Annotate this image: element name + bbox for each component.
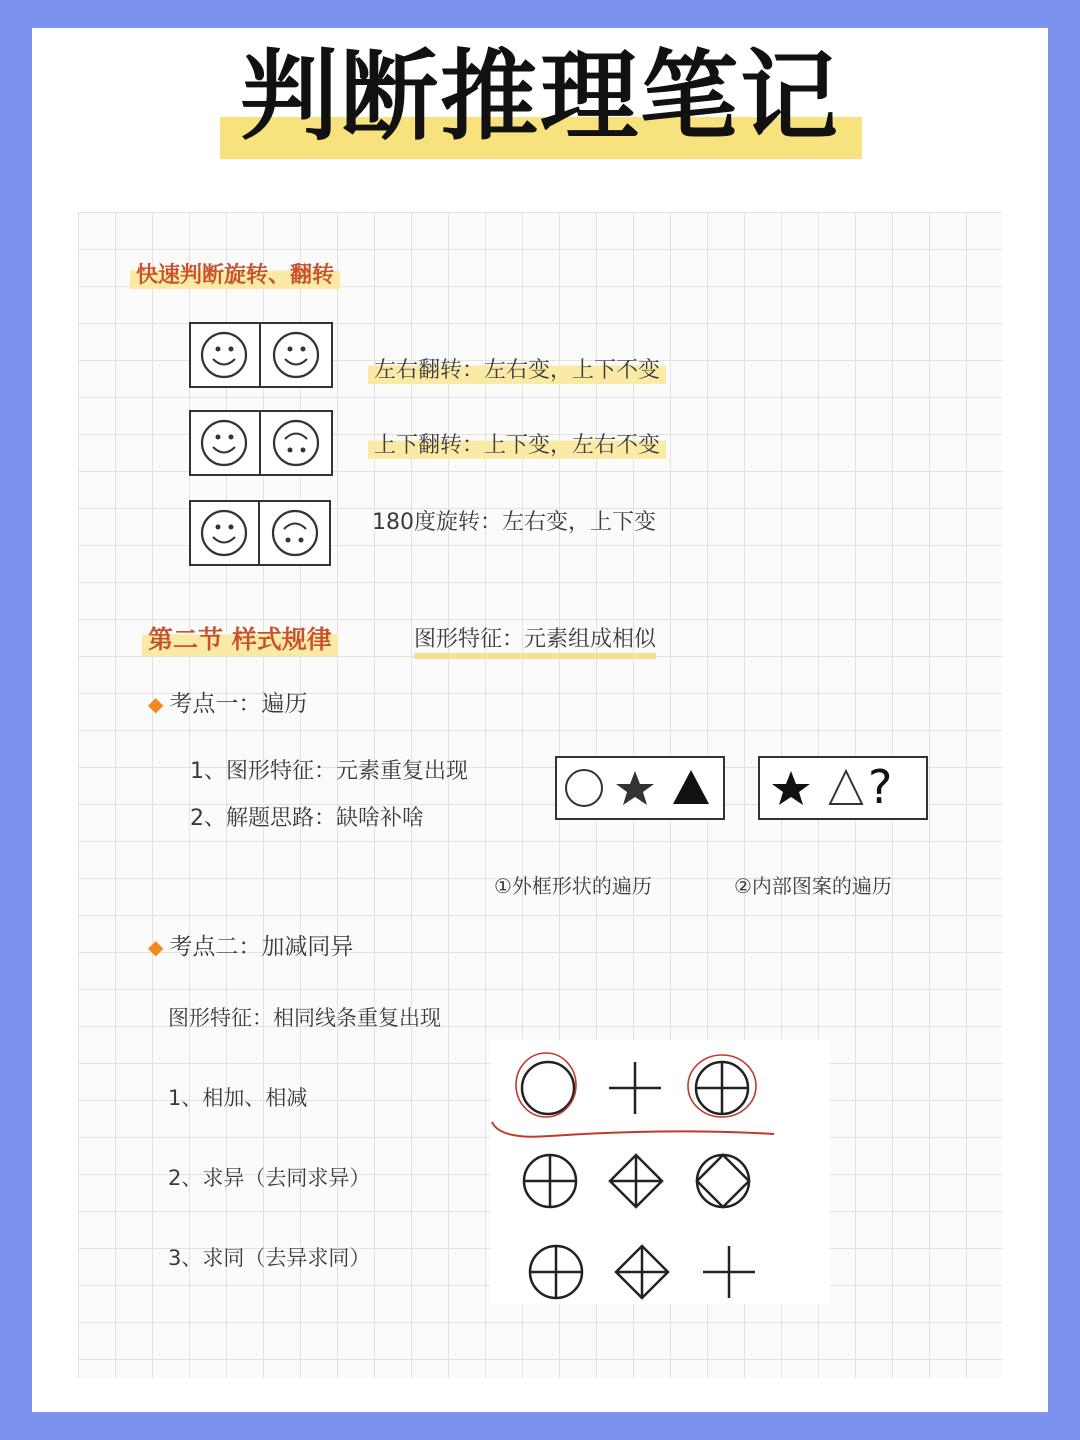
- traversal-note-2: ②内部图案的遍历: [734, 874, 892, 898]
- face-pair-3: [189, 500, 331, 566]
- point1-item-1: 1、图形特征：元素重复出现: [190, 759, 468, 784]
- row2-label: 上下翻转：上下变，左右不变: [368, 428, 666, 459]
- row1-label: 左右翻转：左右变，上下不变: [368, 353, 666, 384]
- face-pair-3-drawing: [191, 502, 329, 564]
- traversal-box-1: [555, 756, 725, 820]
- point2-feature: 图形特征：相同线条重复出现: [168, 1006, 441, 1030]
- traversal-box-1-drawing: [557, 758, 723, 818]
- point1-item-2: 2、解题思路：缺啥补啥: [190, 806, 424, 831]
- point2-item-3: 3、求同（去异求同）: [168, 1246, 371, 1270]
- section2-feature: 图形特征：元素组成相似: [414, 622, 656, 659]
- face-pair-2: [189, 410, 333, 476]
- face-pair-1: [189, 322, 333, 388]
- point2-title-row: [148, 928, 353, 961]
- point2-title: 考点二：加减同异: [169, 934, 354, 960]
- row3-label: 180度旋转：左右变，上下变: [372, 510, 656, 535]
- point1-title: 考点一：遍历: [169, 691, 308, 717]
- point1-title-row: [148, 685, 307, 718]
- diamond-bullet-icon: ◆: [148, 692, 164, 716]
- page-title: 判断推理笔记: [239, 40, 840, 154]
- face-pair-2-drawing: [191, 412, 331, 474]
- traversal-note-1: ①外框形状的遍历: [494, 874, 652, 898]
- shapes-drawing: [490, 1040, 830, 1304]
- section2-heading: 第二节 样式规律: [142, 620, 338, 656]
- shapes-figure: [490, 1040, 830, 1304]
- traversal-box-2-drawing: [760, 758, 926, 818]
- diamond-bullet-icon: ◆: [148, 935, 164, 959]
- question-mark: ?: [868, 760, 893, 814]
- traversal-box-2: [758, 756, 928, 820]
- face-pair-1-drawing: [191, 324, 331, 386]
- point2-item-1: 1、相加、相减: [168, 1086, 308, 1110]
- point2-item-2: 2、求异（去同求异）: [168, 1166, 371, 1190]
- section1-heading: 快速判断旋转、翻转: [130, 258, 340, 289]
